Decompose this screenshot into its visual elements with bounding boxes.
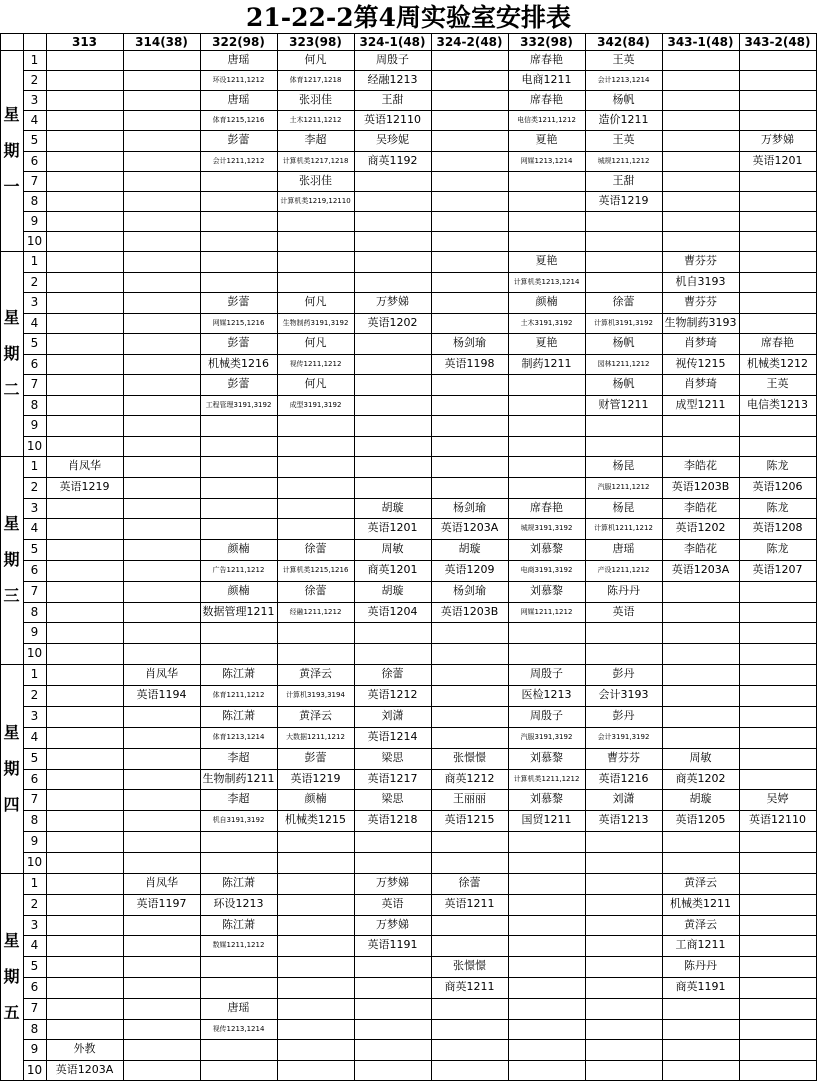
page-title: 21-22-2第4周实验室安排表 (245, 3, 572, 32)
teacher-name: 夏艳 (535, 133, 558, 147)
class-name: 英语1208 (752, 521, 803, 535)
teacher-name: 杨剑瑜 (453, 336, 486, 349)
period-number: 5 (30, 542, 39, 557)
grid-line (662, 33, 663, 1081)
period-number: 3 (30, 708, 39, 723)
class-name: 生物制药1211 (202, 771, 275, 785)
teacher-name: 李皓花 (684, 542, 717, 556)
class-name: 机自3191,3192 (212, 816, 265, 825)
teacher-name: 李超 (227, 792, 250, 806)
class-name: 英语1203B (440, 604, 499, 618)
class-name: 计算机3193,3194 (286, 690, 345, 699)
class-name: 商英1212 (444, 771, 495, 785)
class-name: 英语1213 (598, 813, 649, 827)
class-name: 生物制药3191,3192 (282, 318, 349, 327)
teacher-name: 肖凤华 (145, 876, 178, 889)
class-name: 英语1215 (444, 813, 495, 827)
teacher-name: 席春艳 (530, 500, 563, 514)
teacher-name: 王丽丽 (453, 792, 486, 806)
teacher-name: 刘潇 (381, 708, 404, 722)
class-name: 计算机1211,1212 (594, 524, 653, 533)
teacher-name: 肖凤华 (145, 667, 178, 680)
teacher-name: 何凡 (304, 377, 327, 390)
period-number: 7 (30, 1000, 39, 1015)
class-name: 机械类1215 (285, 813, 346, 827)
period-number: 5 (30, 750, 39, 765)
class-name: 英语1197 (136, 896, 187, 910)
teacher-name: 吴婷 (766, 792, 789, 806)
period-number: 6 (30, 980, 39, 994)
class-name: 电商3191,3192 (520, 566, 573, 574)
teacher-name: 曹芬芬 (684, 254, 717, 267)
class-name: 机械类1212 (747, 356, 808, 370)
teacher-name: 徐蕾 (458, 876, 481, 889)
teacher-name: 黄泽云 (299, 708, 332, 722)
teacher-name: 黄泽云 (299, 667, 332, 680)
grid-line (0, 33, 1, 1081)
column-header: 314(38) (135, 35, 188, 49)
teacher-name: 彭蕾 (304, 750, 327, 764)
teacher-name: 肖凤华 (68, 459, 101, 472)
teacher-name: 李皓花 (684, 500, 717, 514)
teacher-name: 杨帆 (612, 336, 635, 349)
teacher-name: 周殷子 (530, 708, 563, 722)
class-name: 会计1213,1214 (597, 76, 650, 85)
period-number: 1 (30, 254, 39, 268)
period-number: 10 (26, 855, 43, 870)
class-name: 视传1211,1212 (289, 359, 342, 368)
period-number: 4 (30, 113, 39, 128)
grid-line (23, 643, 817, 644)
class-name: 成型3191,3192 (289, 400, 342, 409)
period-number: 7 (30, 583, 39, 598)
teacher-name: 黄泽云 (684, 876, 717, 889)
teacher-name: 刘慕黎 (530, 750, 563, 764)
class-name: 经融1213 (367, 73, 418, 87)
teacher-name: 席春艳 (530, 93, 563, 107)
period-number: 4 (30, 938, 39, 953)
grid-line (23, 1039, 817, 1040)
class-name: 制药1211 (521, 356, 572, 370)
period-number: 2 (30, 274, 39, 289)
grid-line (200, 33, 201, 1081)
class-name: 产设1211,1212 (597, 566, 650, 574)
teacher-name: 张羽佳 (299, 93, 332, 107)
period-number: 10 (26, 233, 43, 248)
class-name: 英语1205 (675, 813, 726, 827)
teacher-name: 李超 (304, 133, 327, 147)
teacher-name: 杨剑瑜 (453, 500, 486, 514)
class-name: 财管1211 (598, 397, 649, 411)
teacher-name: 唐瑶 (612, 542, 635, 556)
period-number: 7 (30, 377, 39, 391)
period-number: 9 (30, 625, 39, 640)
period-number: 9 (30, 418, 39, 432)
period-number: 4 (30, 729, 39, 744)
class-name: 造价1211 (598, 113, 649, 127)
teacher-name: 刘慕黎 (530, 792, 563, 806)
teacher-name: 王英 (766, 377, 789, 390)
teacher-name: 陈江萧 (222, 667, 255, 680)
teacher-name: 周敏 (689, 750, 712, 764)
class-name: 电商1211 (521, 73, 572, 87)
teacher-name: 王甜 (381, 93, 404, 107)
period-number: 6 (30, 153, 39, 168)
grid-line (23, 33, 24, 1081)
grid-line (23, 211, 817, 212)
class-name: 英语1207 (752, 563, 803, 576)
teacher-name: 周殷子 (376, 53, 409, 66)
period-number: 4 (30, 521, 39, 536)
teacher-name: 唐瑶 (227, 53, 250, 66)
grid-line (46, 33, 47, 1081)
period-number: 2 (30, 687, 39, 702)
column-header: 322(98) (212, 35, 265, 49)
class-name: 计算机类1215,1216 (282, 566, 349, 574)
class-name: 英语1214 (367, 729, 418, 743)
class-name: 会计1211,1212 (212, 156, 265, 165)
class-name: 英语1198 (444, 356, 495, 370)
period-number: 9 (30, 213, 39, 228)
column-header: 324-1(48) (359, 35, 426, 49)
teacher-name: 李超 (227, 750, 250, 764)
grid-line (354, 33, 355, 1081)
teacher-name: 陈龙 (766, 542, 789, 556)
class-name: 计算机类1217,1218 (282, 156, 349, 165)
period-number: 10 (26, 646, 43, 661)
day-label: 星 期 五 (3, 931, 20, 1022)
grid-line (23, 231, 817, 232)
teacher-name: 周敏 (381, 542, 404, 556)
class-name: 英语 (612, 604, 635, 618)
teacher-name: 何凡 (304, 336, 327, 349)
teacher-name: 胡璇 (381, 500, 404, 514)
teacher-name: 张憬憬 (453, 750, 486, 764)
class-name: 会计3191,3192 (597, 732, 650, 741)
class-name: 机械类1211 (670, 896, 731, 910)
teacher-name: 杨昆 (612, 459, 635, 472)
period-number: 3 (30, 500, 39, 515)
teacher-name: 梁思 (381, 750, 404, 764)
teacher-name: 何凡 (304, 295, 327, 308)
class-name: 英语1209 (444, 563, 495, 576)
class-name: 英语1206 (752, 479, 803, 493)
period-number: 3 (30, 295, 39, 309)
grid-line (585, 33, 586, 1081)
period-number: 2 (30, 479, 39, 494)
period-number: 6 (30, 356, 39, 371)
class-name: 英语12110 (749, 813, 806, 827)
class-name: 广告1211,1212 (212, 566, 265, 574)
day-label: 星 期 三 (3, 514, 20, 605)
teacher-name: 陈龙 (766, 500, 789, 514)
period-number: 3 (30, 93, 39, 108)
class-name: 英语 (381, 896, 404, 910)
class-name: 计算机3191,3192 (594, 318, 653, 327)
teacher-name: 彭蕾 (227, 377, 250, 390)
teacher-name: 徐蕾 (304, 542, 327, 556)
teacher-name: 曹芬芬 (607, 750, 640, 764)
teacher-name: 李皓花 (684, 459, 717, 472)
teacher-name: 张羽佳 (299, 173, 332, 187)
teacher-name: 胡璇 (458, 542, 481, 556)
teacher-name: 胡璇 (381, 583, 404, 597)
grid-line (23, 1060, 817, 1061)
class-name: 英语1203A (440, 521, 499, 535)
period-number: 2 (30, 896, 39, 911)
class-name: 城规1211,1212 (597, 156, 650, 165)
teacher-name: 陈龙 (766, 459, 789, 472)
class-name: 商英1202 (675, 771, 726, 785)
class-name: 英语1212 (367, 687, 418, 701)
period-number: 8 (30, 193, 39, 208)
teacher-name: 彭蕾 (227, 295, 250, 308)
class-name: 土木1211,1212 (289, 116, 342, 125)
period-number: 7 (30, 792, 39, 807)
class-name: 商英1211 (444, 980, 495, 993)
grid-line (23, 1019, 817, 1020)
grid-line (277, 33, 278, 1081)
teacher-name: 刘慕黎 (530, 583, 563, 597)
class-name: 国贸1211 (521, 813, 572, 827)
class-name: 英语12110 (364, 113, 421, 127)
period-number: 8 (30, 397, 39, 412)
teacher-name: 彭丹 (612, 708, 635, 722)
day-label: 星 期 二 (3, 307, 20, 399)
column-header: 343-2(48) (744, 35, 811, 49)
teacher-name: 陈江萧 (222, 876, 255, 889)
teacher-name: 吴珍妮 (376, 133, 409, 147)
teacher-name: 席春艳 (530, 53, 563, 66)
grid-line (23, 191, 817, 192)
class-name: 数据管理1211 (202, 604, 275, 618)
teacher-name: 徐蕾 (612, 295, 635, 308)
grid-line (23, 415, 817, 416)
class-name: 网媒1213,1214 (520, 156, 573, 165)
class-name: 英语1203A (671, 563, 730, 576)
teacher-name: 夏艳 (535, 336, 558, 349)
class-name: 英语1204 (367, 604, 418, 618)
class-name: 体育1217,1218 (289, 76, 342, 85)
class-name: 数媒1211,1212 (212, 941, 265, 950)
period-number: 5 (30, 336, 39, 350)
period-number: 1 (30, 667, 39, 681)
class-name: 环设1213 (213, 896, 264, 910)
class-name: 汽服1211,1212 (597, 482, 650, 491)
teacher-name: 颜楠 (304, 792, 327, 806)
grid-line (739, 33, 740, 1081)
class-name: 园林1211,1212 (597, 359, 650, 368)
class-name: 英语1203A (55, 1063, 114, 1077)
class-name: 环设1211,1212 (212, 76, 265, 85)
class-name: 视传1215 (675, 356, 726, 370)
period-number: 9 (30, 834, 39, 849)
class-name: 英语1219 (59, 479, 110, 493)
class-name: 体育1215,1216 (212, 116, 265, 125)
period-number: 6 (30, 771, 39, 786)
period-number: 6 (30, 563, 39, 577)
class-name: 体育1211,1212 (212, 690, 265, 699)
class-name: 网媒1215,1216 (212, 318, 265, 327)
class-name: 计算机类1211,1212 (513, 774, 580, 783)
teacher-name: 夏艳 (535, 254, 558, 267)
class-name: 会计3193 (598, 687, 649, 701)
period-number: 1 (30, 876, 39, 890)
grid-line (508, 33, 509, 1081)
teacher-name: 肖梦琦 (684, 336, 717, 349)
teacher-name: 杨昆 (612, 500, 635, 514)
class-name: 成型1211 (675, 397, 726, 411)
period-number: 5 (30, 959, 39, 974)
column-header: 324-2(48) (436, 35, 503, 49)
teacher-name: 曹芬芬 (684, 295, 717, 308)
class-name: 工商1211 (675, 938, 726, 952)
grid-line (123, 33, 124, 1081)
teacher-name: 刘慕黎 (530, 542, 563, 556)
teacher-name: 万梦娣 (376, 876, 409, 889)
period-number: 8 (30, 813, 39, 828)
class-name: 城规3191,3192 (520, 524, 573, 533)
grid-line (23, 171, 817, 172)
class-name: 电信类1213 (747, 397, 808, 411)
class-name: 大数据1211,1212 (286, 732, 345, 741)
teacher-name: 陈丹丹 (607, 583, 640, 597)
teacher-name: 王英 (612, 133, 635, 147)
class-name: 经融1211,1212 (289, 607, 342, 616)
teacher-name: 杨帆 (612, 377, 635, 390)
teacher-name: 陈江萧 (222, 917, 255, 931)
column-header: 332(98) (520, 35, 573, 49)
day-label: 星 期 四 (3, 722, 20, 814)
class-name: 英语1219 (598, 193, 649, 207)
teacher-name: 梁思 (381, 792, 404, 806)
class-name: 体育1213,1214 (212, 732, 265, 741)
class-name: 计算机类1213,1214 (513, 277, 580, 286)
class-name: 计算机类1219,12110 (280, 196, 351, 205)
teacher-name: 彭丹 (612, 667, 635, 680)
class-name: 英语1217 (367, 771, 418, 785)
teacher-name: 杨帆 (612, 93, 635, 107)
class-name: 工程管理3191,3192 (205, 400, 272, 409)
class-name: 医检1213 (521, 687, 572, 701)
class-name: 生物制药3193 (664, 315, 737, 329)
class-name: 网媒1211,1212 (520, 607, 573, 616)
column-header: 323(98) (289, 35, 342, 49)
teacher-name: 唐瑶 (227, 93, 250, 107)
teacher-name: 何凡 (304, 53, 327, 66)
teacher-name: 杨剑瑜 (453, 583, 486, 597)
class-name: 英语1194 (136, 687, 187, 701)
class-name: 电信类1211,1212 (517, 116, 576, 125)
teacher-name: 万梦娣 (376, 917, 409, 931)
period-number: 8 (30, 604, 39, 619)
class-name: 机自3193 (675, 274, 726, 288)
column-header: 313 (71, 35, 98, 49)
column-header: 343-1(48) (667, 35, 734, 49)
class-name: 英语1218 (367, 813, 418, 827)
class-name: 英语1211 (444, 896, 495, 910)
grid-line (431, 33, 432, 1081)
period-number: 10 (26, 1063, 43, 1078)
class-name: 土木3191,3192 (520, 318, 573, 327)
period-number: 10 (26, 438, 43, 453)
period-number: 7 (30, 173, 39, 188)
class-name: 商英1201 (367, 563, 418, 576)
class-name: 汽服3191,3192 (520, 732, 573, 741)
period-number: 3 (30, 917, 39, 932)
teacher-name: 颜楠 (227, 583, 250, 597)
class-name: 商英1192 (367, 153, 418, 167)
teacher-name: 万梦娣 (376, 295, 409, 308)
class-name: 英语1202 (675, 521, 726, 535)
class-name: 英语1201 (752, 153, 803, 167)
period-number: 2 (30, 73, 39, 88)
class-name: 英语1219 (290, 771, 341, 785)
class-name: 英语1216 (598, 771, 649, 785)
class-name: 英语1202 (367, 315, 418, 329)
class-name: 英语1203B (671, 479, 730, 493)
teacher-name: 徐蕾 (381, 667, 404, 680)
teacher-name: 徐蕾 (304, 583, 327, 597)
teacher-name: 刘潇 (612, 792, 635, 806)
teacher-name: 外教 (73, 1042, 96, 1056)
teacher-name: 彭蕾 (227, 336, 250, 349)
teacher-name: 席春艳 (761, 336, 794, 349)
teacher-name: 唐瑶 (227, 1000, 250, 1014)
grid-line (23, 436, 817, 437)
class-name: 视传1213,1214 (212, 1024, 265, 1033)
teacher-name: 王甜 (612, 173, 635, 187)
teacher-name: 王英 (612, 53, 635, 66)
grid-line (23, 998, 817, 999)
column-header: 342(84) (597, 35, 650, 49)
teacher-name: 颜楠 (227, 542, 250, 556)
class-name: 机械类1216 (208, 356, 269, 370)
teacher-name: 万梦娣 (761, 133, 794, 147)
class-name: 英语1191 (367, 938, 418, 952)
teacher-name: 陈江萧 (222, 708, 255, 722)
period-number: 9 (30, 1042, 39, 1057)
teacher-name: 肖梦琦 (684, 377, 717, 390)
period-number: 5 (30, 133, 39, 148)
teacher-name: 颜楠 (535, 295, 558, 308)
teacher-name: 周殷子 (530, 667, 563, 680)
teacher-name: 陈丹丹 (684, 959, 717, 973)
grid-line (23, 852, 817, 853)
day-label: 星 期 一 (3, 104, 20, 196)
teacher-name: 彭蕾 (227, 133, 250, 147)
period-number: 4 (30, 315, 39, 330)
class-name: 英语1201 (367, 521, 418, 535)
teacher-name: 黄泽云 (684, 917, 717, 931)
teacher-name: 张憬憬 (453, 959, 486, 973)
class-name: 商英1191 (675, 980, 726, 993)
period-number: 1 (30, 53, 39, 67)
teacher-name: 胡璇 (689, 792, 712, 806)
period-number: 8 (30, 1021, 39, 1036)
period-number: 1 (30, 459, 39, 473)
